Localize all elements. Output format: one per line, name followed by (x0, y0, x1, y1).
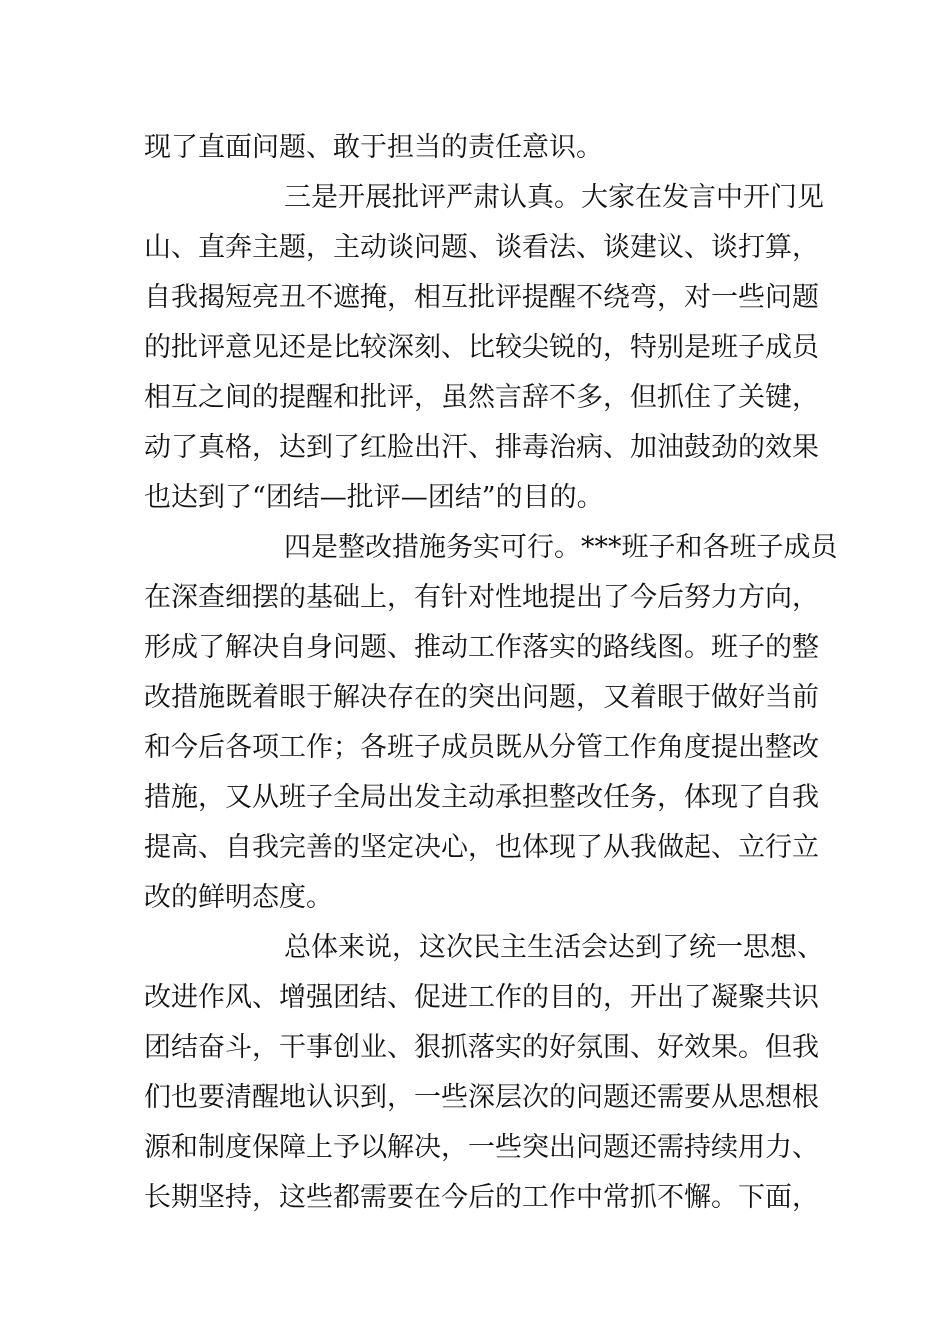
text-line: 山、直奔主题，主动谈问题、谈看法、谈建议、谈打算， (144, 232, 819, 263)
paragraph-four-start: 四是整改措施务实可行。***班子和各班子成员 (284, 532, 838, 563)
text-line: 动了真格，达到了红脸出汗、排毒治病、加油鼓劲的效果 (144, 432, 819, 463)
text-line: 也达到了“团结—批评—团结”的目的。 (144, 482, 604, 513)
text-line: 团结奋斗，干事创业、狠抓落实的好氛围、好效果。但我 (144, 1032, 819, 1063)
text-line: 的批评意见还是比较深刻、比较尖锐的，特别是班子成员 (144, 332, 819, 363)
text-line: 改措施既着眼于解决存在的突出问题，又着眼于做好当前 (144, 682, 819, 713)
text-line: 改进作风、增强团结、促进工作的目的，开出了凝聚共识 (144, 982, 819, 1013)
text-line: 和今后各项工作；各班子成员既从分管工作角度提出整改 (144, 732, 819, 763)
text-line: 改的鲜明态度。 (144, 882, 333, 913)
text-line: 相互之间的提醒和批评，虽然言辞不多，但抓住了关键， (144, 382, 819, 413)
text-line: 形成了解决自身问题、推动工作落实的路线图。班子的整 (144, 632, 819, 663)
text-line: 提高、自我完善的坚定决心，也体现了从我做起、立行立 (144, 832, 819, 863)
text-line: 自我揭短亮丑不遮掩，相互批评提醒不绕弯，对一些问题 (144, 282, 819, 313)
text-line: 源和制度保障上予以解决，一些突出问题还需持续用力、 (144, 1132, 819, 1163)
text-line: 们也要清醒地认识到，一些深层次的问题还需要从思想根 (144, 1082, 819, 1113)
text-line: 措施，又从班子全局出发主动承担整改任务，体现了自我 (144, 782, 819, 813)
text-line: 长期坚持，这些都需要在今后的工作中常抓不懈。下面， (144, 1182, 819, 1213)
text-line: 现了直面问题、敢于担当的责任意识。 (144, 132, 603, 163)
summary-paragraph-start: 总体来说，这次民主生活会达到了统一思想、 (284, 932, 824, 963)
paragraph-three-start: 三是开展批评严肃认真。大家在发言中开门见 (284, 182, 824, 213)
text-line: 在深查细摆的基础上，有针对性地提出了今后努力方向， (144, 582, 819, 613)
